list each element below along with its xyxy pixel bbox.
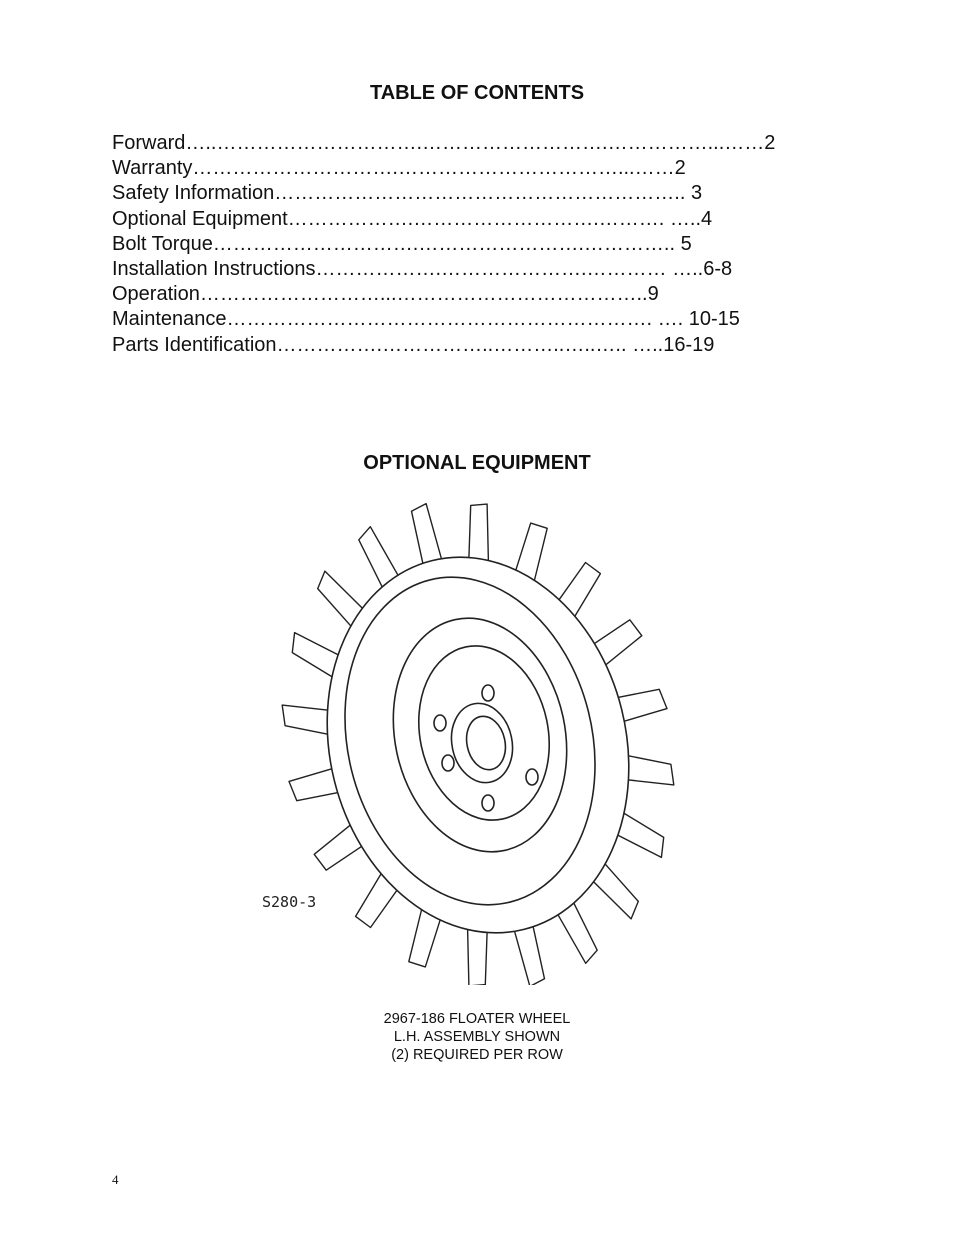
bolt-hole bbox=[442, 755, 454, 771]
figure-label: S280-3 bbox=[262, 893, 317, 911]
bolt-hole bbox=[482, 685, 494, 701]
floater-wheel-drawing bbox=[250, 495, 710, 985]
optional-equipment-title: OPTIONAL EQUIPMENT bbox=[363, 452, 591, 474]
table-of-contents-list bbox=[112, 131, 847, 358]
toc-entry-warranty: Warranty………………………….……………………………...……2 bbox=[112, 157, 686, 180]
bolt-hole bbox=[434, 715, 446, 731]
toc-entry-installation-instructions: Installation Instructions……………….………………….………… …..6-8 bbox=[112, 257, 733, 280]
page-number: 4 bbox=[112, 1172, 119, 1187]
caption-line-part-number: 2967-186 FLOATER WHEEL bbox=[383, 1011, 571, 1027]
figure-caption bbox=[0, 1010, 954, 1064]
caption-line-assembly: L.H. ASSEMBLY SHOWN bbox=[393, 1029, 561, 1045]
toc-entry-bolt-torque: Bolt Torque………………………….…………………….………….. 5 bbox=[112, 232, 692, 255]
toc-entry-maintenance: Maintenance………………………………………………………. …. 10-15 bbox=[112, 308, 740, 331]
toc-entry-optional-equipment: Optional Equipment……………….……………………….………. …..4 bbox=[112, 207, 713, 230]
floater-wheel-figure bbox=[250, 495, 710, 985]
toc-entry-safety-information: Safety Information…………………………………………………….. 3 bbox=[112, 182, 703, 205]
toc-entry-parts-identification: Parts Identification…………….……………..………..…..….. …..16-19 bbox=[112, 333, 715, 356]
bolt-hole bbox=[482, 795, 494, 811]
toc-entry-forward: Forward…..………………………….……………………….……………...……2 bbox=[112, 132, 776, 154]
bolt-hole bbox=[526, 769, 538, 785]
table-of-contents-title: TABLE OF CONTENTS bbox=[369, 82, 585, 104]
caption-line-quantity: (2) REQUIRED PER ROW bbox=[391, 1047, 563, 1063]
toc-entry-operation: Operation………………………...………………………………..9 bbox=[112, 283, 659, 306]
